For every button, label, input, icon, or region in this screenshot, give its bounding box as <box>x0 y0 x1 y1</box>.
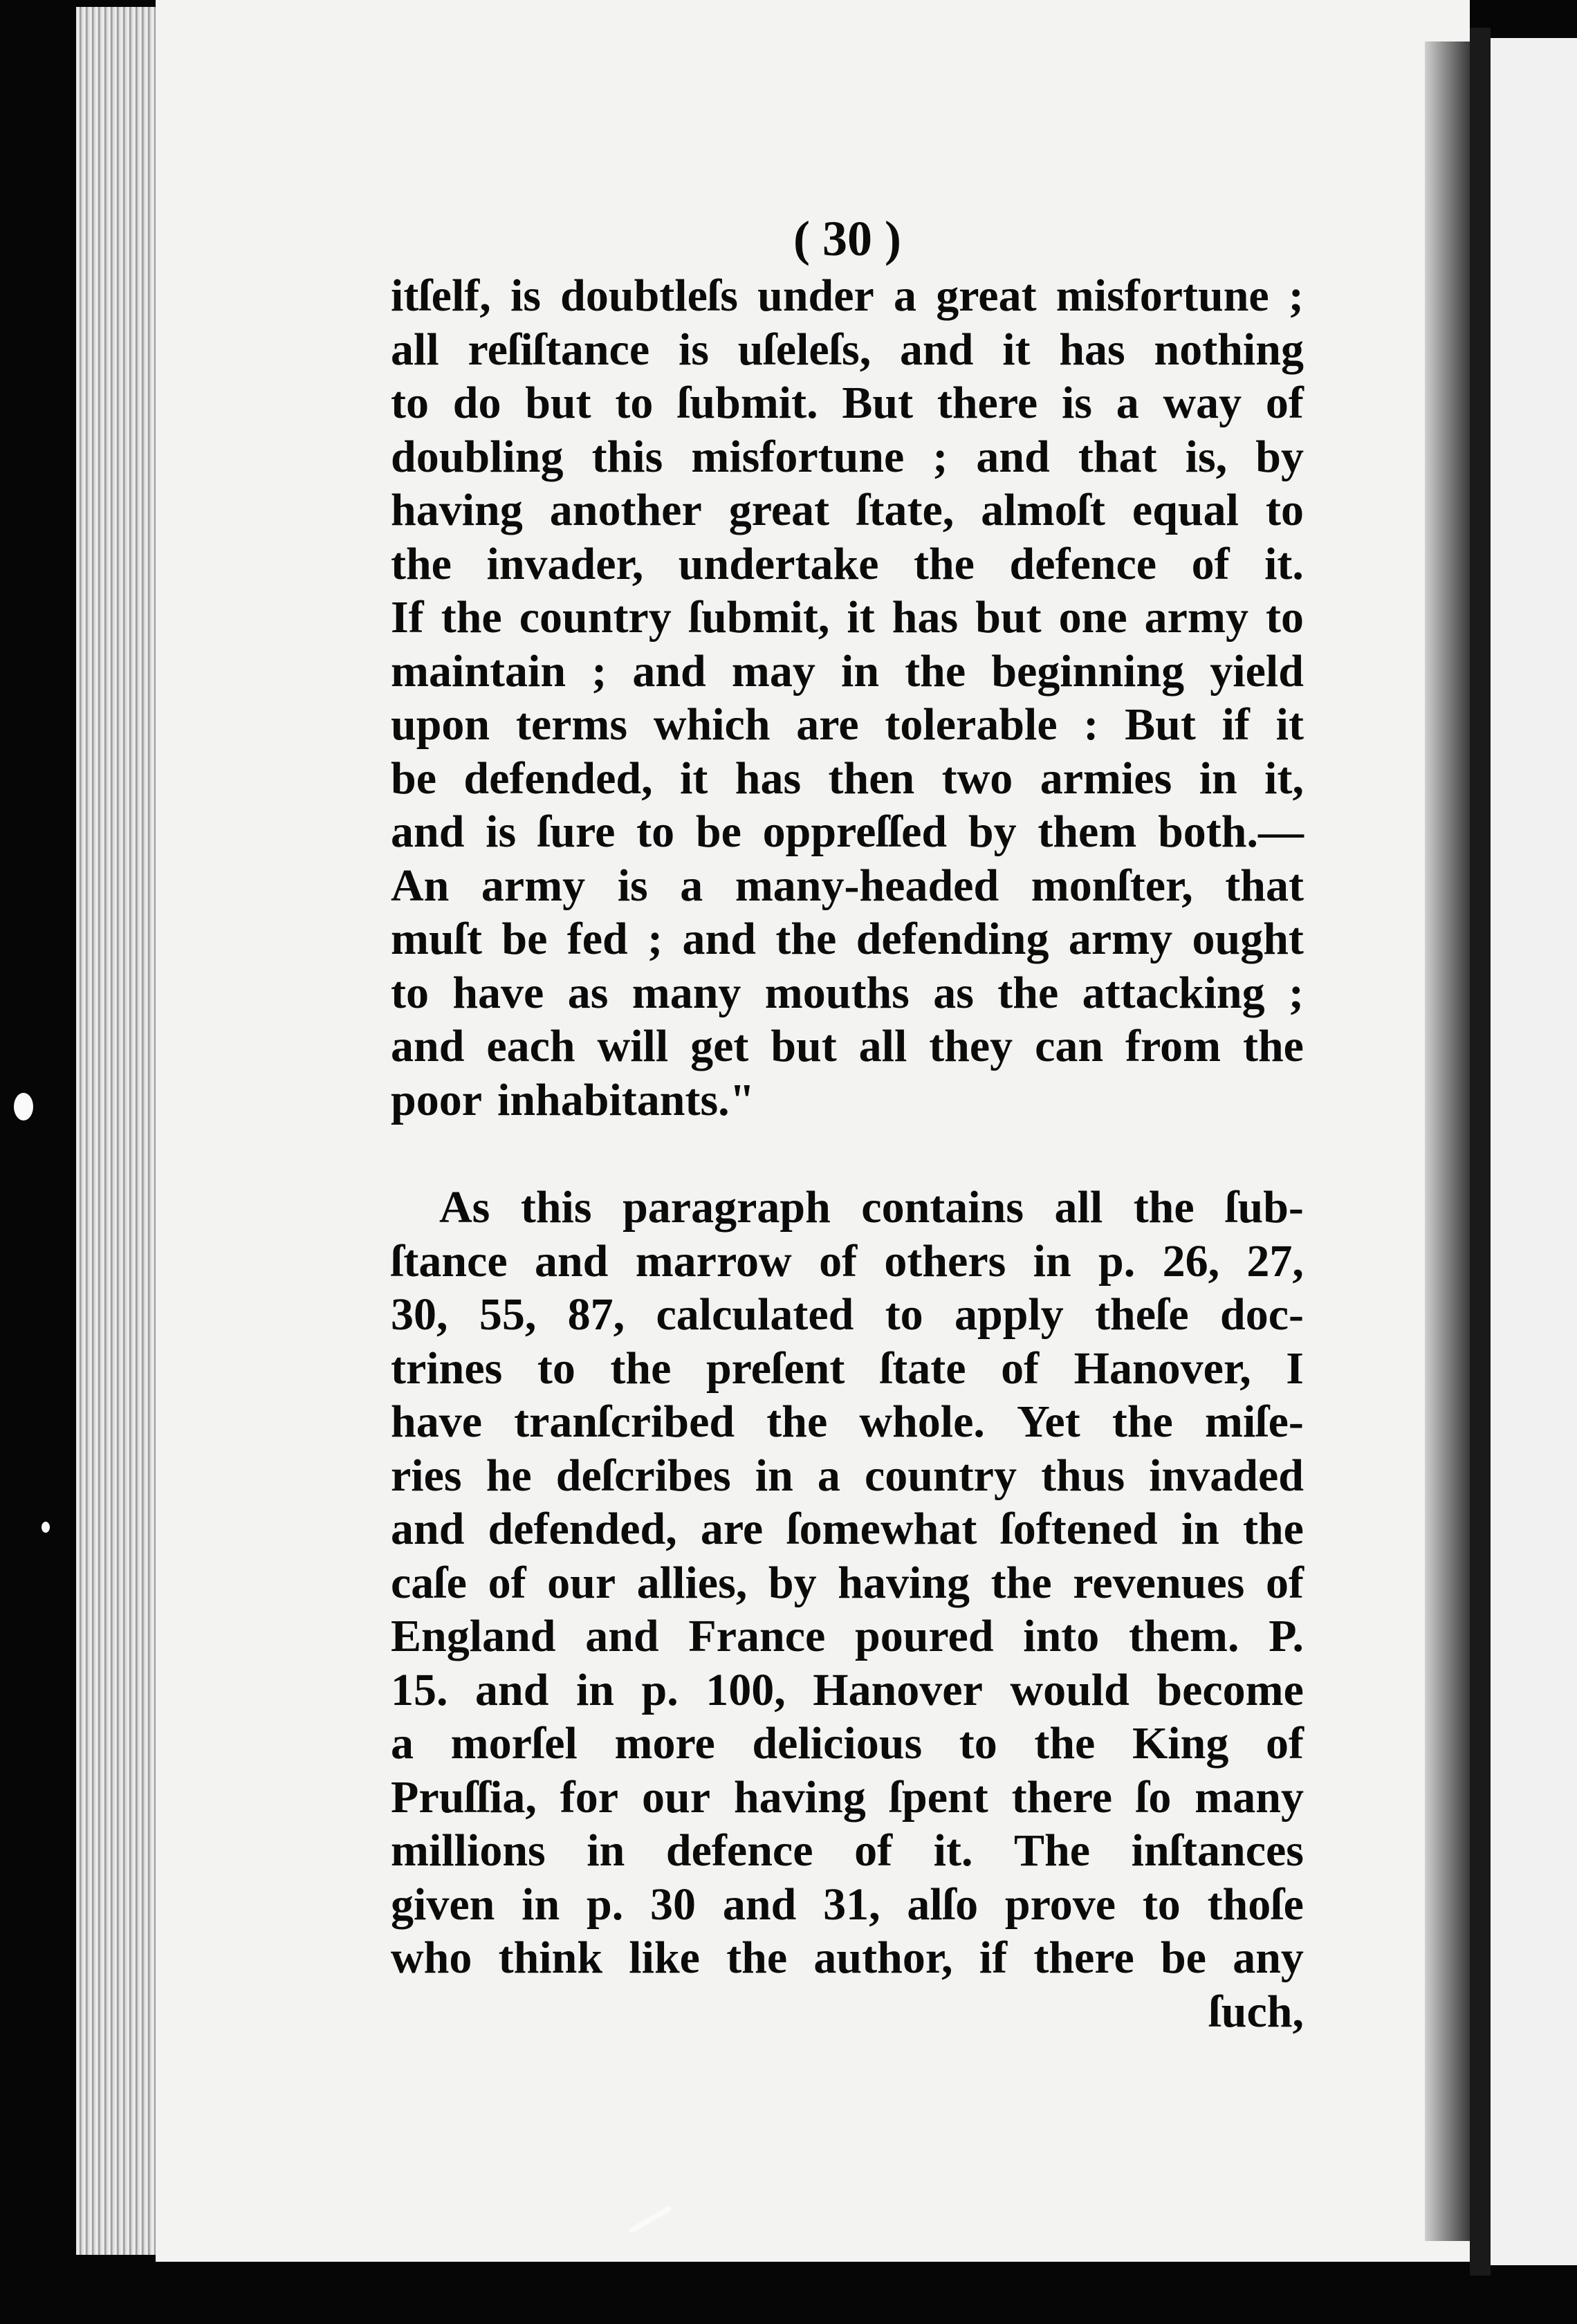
text-line <box>391 537 1304 591</box>
word: great <box>936 270 1037 321</box>
word: upon <box>391 699 490 750</box>
word: defending <box>856 914 1049 964</box>
word: 31, <box>823 1879 880 1930</box>
page-gutter-shadow <box>1425 42 1470 2241</box>
word: by <box>968 806 1017 857</box>
word: But <box>1125 699 1196 750</box>
word: the <box>1242 1504 1304 1554</box>
text-line <box>391 1342 1304 1396</box>
facing-page-edge <box>1491 38 1577 2265</box>
catchword-line <box>391 1985 1304 2039</box>
word: France <box>688 1611 826 1661</box>
text-line <box>391 376 1304 430</box>
word: ſure <box>537 806 616 857</box>
word: and <box>900 324 974 375</box>
word: them <box>1038 806 1137 857</box>
word: ſoftened <box>1000 1504 1158 1554</box>
page-text <box>391 204 1304 2038</box>
word: and <box>534 1235 609 1286</box>
word: a <box>1116 378 1139 428</box>
word: to <box>615 378 654 428</box>
word: ; <box>1288 967 1304 1018</box>
word: others <box>884 1235 1006 1286</box>
word: but <box>975 592 1042 643</box>
text-line <box>391 483 1304 537</box>
word: has <box>735 753 802 804</box>
text-line <box>391 645 1304 699</box>
word: millions <box>391 1825 546 1876</box>
word: the <box>775 914 837 964</box>
word: defended, <box>488 1504 677 1554</box>
word: and <box>976 431 1050 482</box>
word: them. <box>1129 1611 1239 1661</box>
text-line <box>391 1824 1304 1878</box>
word: and <box>682 914 756 964</box>
text-line <box>391 1073 1304 1127</box>
word: reſiſtance <box>468 324 650 375</box>
word: mouths <box>764 967 910 1018</box>
word: to <box>391 378 429 428</box>
word: a <box>894 270 917 321</box>
text-line <box>391 1717 1304 1771</box>
word: has <box>892 592 959 643</box>
word: tranſcribed <box>514 1396 735 1447</box>
word: equal <box>1132 485 1239 535</box>
word: defended, <box>463 753 653 804</box>
word: I <box>1286 1343 1304 1394</box>
word: army <box>1144 592 1248 643</box>
word: a <box>391 1718 414 1769</box>
word: having <box>391 485 523 535</box>
word: if <box>1221 699 1250 750</box>
word: uſeleſs, <box>737 324 872 375</box>
word: is <box>617 860 648 911</box>
word: doubling <box>391 431 564 482</box>
word: like <box>629 1933 700 1983</box>
word: p. <box>641 1664 679 1715</box>
word: think <box>498 1933 603 1983</box>
text-line <box>391 1663 1304 1717</box>
word: in <box>575 1664 614 1715</box>
word: both.— <box>1158 806 1304 857</box>
word: get <box>690 1021 749 1071</box>
text-line <box>391 752 1304 806</box>
word: tolerable <box>885 699 1058 750</box>
word: the <box>726 1933 788 1983</box>
text-line <box>391 698 1304 752</box>
word: if <box>979 1933 1008 1983</box>
word: each <box>486 1021 575 1071</box>
word: revenues <box>1073 1557 1245 1608</box>
word: there <box>1011 1771 1113 1823</box>
catchword: ſuch, <box>1208 1986 1304 2037</box>
word: allies, <box>636 1557 748 1608</box>
word: is <box>510 270 541 321</box>
word: If <box>391 592 424 643</box>
word: invader, <box>486 538 644 589</box>
word: our <box>642 1771 711 1823</box>
word: in <box>1181 1504 1219 1554</box>
word: 27, <box>1246 1235 1304 1286</box>
word: But <box>842 378 914 428</box>
word: are <box>700 1504 764 1554</box>
word: many-headed <box>735 860 999 911</box>
word: inſtances <box>1131 1825 1304 1876</box>
word: under <box>757 270 874 321</box>
word: in <box>1033 1235 1071 1286</box>
word: England <box>391 1611 556 1661</box>
word: ſubmit, <box>688 592 830 643</box>
word: the <box>391 538 452 589</box>
word: undertake <box>678 538 879 589</box>
word: may <box>731 645 815 697</box>
word: another <box>549 485 702 535</box>
word: of <box>1265 1557 1304 1608</box>
text-line <box>391 1610 1304 1663</box>
word: 55, <box>479 1289 537 1340</box>
word: but <box>525 378 591 428</box>
word: country <box>865 1450 1017 1501</box>
word: alſo <box>907 1879 979 1930</box>
word: of <box>1265 378 1304 428</box>
word: it. <box>933 1825 973 1876</box>
word: ought <box>1192 914 1304 964</box>
word: our <box>547 1557 616 1608</box>
word: inhabitants." <box>497 1074 755 1125</box>
word: the <box>997 967 1059 1018</box>
word: would <box>1010 1664 1129 1715</box>
word: given <box>391 1879 495 1930</box>
word: become <box>1156 1664 1304 1715</box>
text-line <box>391 1771 1304 1825</box>
word: 15. <box>391 1664 448 1715</box>
paragraph-1 <box>391 269 1304 1127</box>
word: contains <box>861 1182 1024 1233</box>
text-line <box>391 1878 1304 1932</box>
word: great <box>728 485 830 535</box>
word: to <box>537 1343 575 1394</box>
text-line <box>391 1556 1304 1610</box>
word: Hanover, <box>1073 1343 1251 1394</box>
word: The <box>1014 1825 1091 1876</box>
word: army <box>481 860 586 911</box>
word: two <box>941 753 1013 804</box>
word: P. <box>1269 1611 1304 1661</box>
word: 30 <box>650 1879 697 1930</box>
word: Yet <box>1017 1396 1080 1447</box>
word: ſtance <box>391 1235 508 1286</box>
word: and <box>722 1879 797 1930</box>
word: has <box>1059 324 1125 375</box>
word: by <box>1255 431 1304 482</box>
word: marrow <box>635 1235 792 1286</box>
word: the <box>610 1343 672 1394</box>
word: a <box>680 860 703 911</box>
word: it. <box>1264 538 1304 589</box>
word: this <box>520 1182 592 1233</box>
word: in <box>841 645 880 697</box>
word: the <box>905 645 966 697</box>
word: it <box>680 753 708 804</box>
word: it <box>1002 324 1031 375</box>
word: and <box>632 645 706 697</box>
word: p. <box>587 1879 624 1930</box>
word: all <box>858 1021 907 1071</box>
word: the <box>1242 1021 1304 1071</box>
text-line <box>391 1502 1304 1556</box>
word: King <box>1132 1718 1229 1769</box>
word: for <box>560 1771 619 1823</box>
word: of <box>1191 538 1230 589</box>
text-line <box>391 966 1304 1020</box>
word: As <box>439 1182 490 1233</box>
text-line <box>391 1181 1304 1235</box>
word: ſub- <box>1225 1182 1304 1233</box>
word: any <box>1233 1933 1304 1983</box>
word: misfortune <box>691 431 905 482</box>
word: of <box>1265 1718 1304 1769</box>
word: ſtate, <box>856 485 954 535</box>
word: to <box>959 1718 997 1769</box>
word: the <box>990 1557 1052 1608</box>
word: maintain <box>391 645 566 697</box>
word: 87, <box>567 1289 625 1340</box>
word: ſubmit. <box>677 378 818 428</box>
word: in <box>1199 753 1237 804</box>
word: there <box>1033 1933 1134 1983</box>
text-line <box>391 1235 1304 1289</box>
word: and <box>391 806 465 857</box>
word: country <box>519 592 672 643</box>
text-line <box>391 859 1304 913</box>
word: which <box>653 699 771 750</box>
word: ; <box>647 914 663 964</box>
text-line <box>391 1395 1304 1449</box>
word: deſcribes <box>555 1450 731 1501</box>
word: ſomewhat <box>786 1504 977 1554</box>
word: 26, <box>1162 1235 1220 1286</box>
text-line <box>391 591 1304 645</box>
word: of <box>488 1557 526 1608</box>
word: thus <box>1041 1450 1125 1501</box>
word: ; <box>1288 270 1304 321</box>
word: be <box>695 806 741 857</box>
word: ; <box>932 431 948 482</box>
word: trines <box>391 1343 503 1394</box>
word: the <box>914 538 975 589</box>
word: 100, <box>706 1664 786 1715</box>
word: a <box>817 1450 840 1501</box>
word: : <box>1083 699 1099 750</box>
word: having <box>838 1557 970 1608</box>
word: apply <box>954 1289 1064 1340</box>
word: as <box>567 967 609 1018</box>
word: all <box>391 324 439 375</box>
word: and <box>475 1664 549 1715</box>
scan-speck <box>14 1093 33 1120</box>
word: army <box>1068 914 1173 964</box>
word: then <box>828 753 915 804</box>
word: more <box>614 1718 715 1769</box>
word: terms <box>515 699 628 750</box>
word: one <box>1058 592 1127 643</box>
word: to <box>1265 485 1304 535</box>
word: prove <box>1004 1879 1116 1930</box>
word: oppreſſed <box>762 806 948 857</box>
word: attacking <box>1082 967 1265 1018</box>
word: the <box>766 1396 828 1447</box>
word: who <box>391 1933 472 1983</box>
word: to <box>391 967 429 1018</box>
word: poured <box>855 1611 994 1661</box>
word: the <box>1133 1182 1195 1233</box>
word: caſe <box>391 1557 467 1608</box>
text-line <box>391 323 1304 377</box>
word: of <box>819 1235 858 1286</box>
word: from <box>1125 1021 1221 1071</box>
word: to <box>885 1289 923 1340</box>
word: poor <box>391 1074 482 1125</box>
word: as <box>933 967 974 1018</box>
word: calculated <box>656 1289 854 1340</box>
word: all <box>1054 1182 1103 1233</box>
word: ſpent <box>889 1771 988 1823</box>
text-line <box>391 1449 1304 1503</box>
word: Pruſſia, <box>391 1771 537 1823</box>
text-line <box>391 1931 1304 1985</box>
scan-speck <box>42 1522 50 1533</box>
word: ſtate <box>879 1343 966 1394</box>
text-line <box>391 912 1304 966</box>
word: be <box>391 753 436 804</box>
word: way <box>1163 378 1242 428</box>
word: ſo <box>1135 1771 1172 1823</box>
word: yield <box>1210 645 1304 697</box>
word: armies <box>1040 753 1172 804</box>
word: ; <box>591 645 607 697</box>
word: of <box>1001 1343 1040 1394</box>
gutter <box>1470 28 1491 2276</box>
word: and <box>585 1611 659 1661</box>
word: will <box>597 1021 669 1071</box>
word: doubtleſs <box>560 270 738 321</box>
word: theſe <box>1095 1289 1189 1340</box>
word: this <box>591 431 663 482</box>
word: having <box>733 1771 866 1823</box>
word: the <box>1112 1396 1173 1447</box>
word: have <box>391 1396 482 1447</box>
word: invaded <box>1149 1450 1304 1501</box>
text-line <box>391 430 1304 484</box>
word: to <box>1266 592 1304 643</box>
word: are <box>796 699 859 750</box>
word: fed <box>566 914 628 964</box>
word: by <box>768 1557 817 1608</box>
word: almoſt <box>981 485 1105 535</box>
word: be <box>501 914 548 964</box>
text-line <box>391 805 1304 859</box>
word: An <box>391 860 450 911</box>
word: is <box>678 324 709 375</box>
word: preſent <box>706 1343 845 1394</box>
word: they <box>929 1021 1013 1071</box>
paragraph-2 <box>391 1181 1304 1985</box>
word: is <box>486 806 517 857</box>
word: that <box>1078 431 1157 482</box>
word: thoſe <box>1207 1879 1304 1930</box>
word: of <box>854 1825 893 1876</box>
word: and <box>391 1504 465 1554</box>
word: in <box>522 1879 560 1930</box>
word: misfortune <box>1055 270 1269 321</box>
text-line <box>391 1288 1304 1342</box>
word: 30, <box>391 1289 448 1340</box>
word: do <box>452 378 501 428</box>
word: to <box>636 806 675 857</box>
word: p. <box>1098 1235 1136 1286</box>
word: author, <box>813 1933 953 1983</box>
word: but <box>771 1021 837 1071</box>
word: it <box>1275 699 1304 750</box>
text-line <box>391 1020 1304 1073</box>
word: he <box>486 1450 532 1501</box>
word: and <box>391 1021 465 1071</box>
word: Hanover <box>813 1664 983 1715</box>
word: many <box>631 967 741 1018</box>
word: miſe- <box>1204 1396 1304 1447</box>
word: that <box>1225 860 1304 911</box>
word: have <box>452 967 544 1018</box>
word: ries <box>391 1450 462 1501</box>
word: it <box>847 592 875 643</box>
word: in <box>755 1450 793 1501</box>
word: it, <box>1264 753 1304 804</box>
text-line <box>391 269 1304 323</box>
word: in <box>587 1825 625 1876</box>
word: is <box>1061 378 1092 428</box>
word: nothing <box>1154 324 1304 375</box>
word: beginning <box>991 645 1185 697</box>
word: monſter, <box>1031 860 1193 911</box>
word: muſt <box>391 914 482 964</box>
word: be <box>1160 1933 1206 1983</box>
word: there <box>937 378 1038 428</box>
word: many <box>1195 1771 1304 1823</box>
page-number: ( 30 ) <box>793 211 901 266</box>
word: delicious <box>752 1718 923 1769</box>
word: the <box>441 592 502 643</box>
word: can <box>1035 1021 1104 1071</box>
word: paragraph <box>622 1182 831 1233</box>
word: doc- <box>1219 1289 1304 1340</box>
word: defence <box>665 1825 813 1876</box>
word: itſelf, <box>391 270 491 321</box>
word: defence <box>1009 538 1157 589</box>
word: whole. <box>859 1396 985 1447</box>
word: the <box>1034 1718 1096 1769</box>
word: is, <box>1185 431 1228 482</box>
word: to <box>1142 1879 1181 1930</box>
word: into <box>1023 1611 1100 1661</box>
word: morſel <box>450 1718 578 1769</box>
paragraph-gap <box>391 1127 1304 1181</box>
